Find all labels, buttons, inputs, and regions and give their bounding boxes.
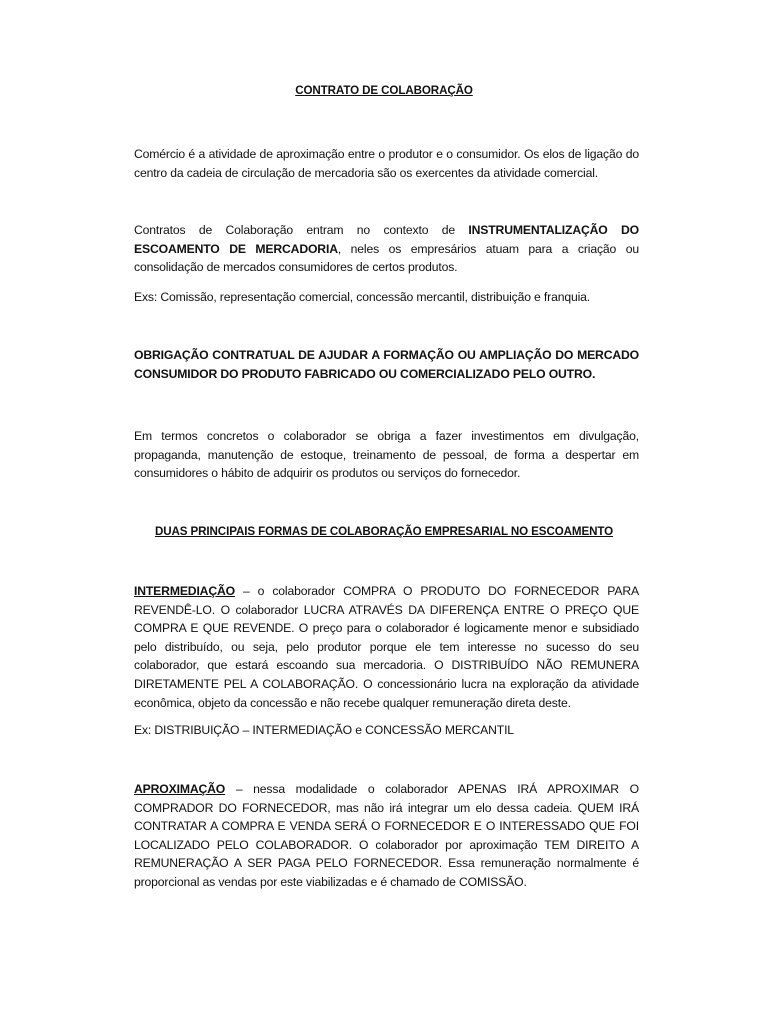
term-intermediacao: INTERMEDIAÇÃO (134, 584, 235, 598)
aproximacao-text: – nessa modalidade o colaborador APENAS IRÁ APROXIMAR O COMPRADOR DO FORNECEDOR, mas não irá integrar um elo dessa cadeia. QUEM IRÁ CONTRATAR A COMPRA E VENDA SERÁ O FORNECEDOR E O INTERESSADO QUE FOI LOCALIZADO PELO COLABORADOR. O colaborador por aproximação TEM DIREITO A REMUNERAÇÃO A SER PAGA PELO FORNECEDOR. Essa remuneração normalmente é proporcional as vendas por este viabilizadas e é chamado de COMISSÃO. (134, 782, 639, 889)
paragraph-obrigacao: OBRIGAÇÃO CONTRATUAL DE AJUDAR A FORMAÇÃO OU AMPLIAÇÃO DO MERCADO CONSUMIDOR DO PRODUTO FABRICADO OU COMERCIALIZADO PELO OUTRO. (134, 348, 639, 381)
paragraph-contratos-bold: INSTRUMENTALIZAÇÃO DO ESCOAMENTO DE MERCADORIA (134, 223, 639, 256)
paragraph-contratos-lead: Contratos de Colaboração entram no contexto de (134, 223, 469, 237)
paragraph-contratos (134, 221, 639, 277)
paragraph-termos: Em termos concretos o colaborador se obriga a fazer investimentos em divulgação, propaganda, manutenção de estoque, treinamento de pessoal, de forma a despertar em consumidores o hábito de adquirir os produtos ou serviços do fornecedor. (134, 429, 639, 481)
section-subtitle: DUAS PRINCIPAIS FORMAS DE COLABORAÇÃO EMPRESARIAL NO ESCOAMENTO (154, 525, 614, 538)
paragraph-comercio: Comércio é a atividade de aproximação entre o produtor e o consumidor. Os elos de ligação do centro da cadeia de circulação de mercadoria são os exercentes da atividade comercial. (134, 147, 639, 180)
paragraph-intermediacao (134, 582, 639, 712)
intermediacao-text: – o colaborador COMPRA O PRODUTO DO FORNECEDOR PARA REVENDÊ-LO. O colaborador LUCRA ATRAVÉS DA DIFERENÇA ENTRE O PREÇO QUE COMPRA E QUE REVENDE. O preço para o colaborador é logicamente menor e subsidiado pelo distribuído, ou seja, pelo produtor porque ele tem interesse no sucesso do seu colaborador, que estará escoando sua mercadoria. O DISTRIBUÍDO NÃO REMUNERA DIRETAMENTE PEL A COLABORAÇÃO. O concessionário lucra na exploração da atividade econômica, objeto da concessão e não recebe qualquer remuneração direta deste. (134, 584, 639, 710)
paragraph-exs: Exs: Comissão, representação comercial, concessão mercantil, distribuição e franquia. (134, 290, 591, 304)
paragraph-aproximacao (134, 780, 639, 892)
paragraph-contratos-tail: , neles os empresários atuam para a criação ou consolidação de mercados consumidores de certos produtos. (134, 241, 639, 275)
paragraph-ex-distribuicao: Ex: DISTRIBUIÇÃO – INTERMEDIAÇÃO e CONCESSÃO MERCANTIL (134, 723, 514, 737)
document-title: CONTRATO DE COLABORAÇÃO (295, 84, 473, 97)
term-aproximacao: APROXIMAÇÃO (134, 782, 226, 796)
